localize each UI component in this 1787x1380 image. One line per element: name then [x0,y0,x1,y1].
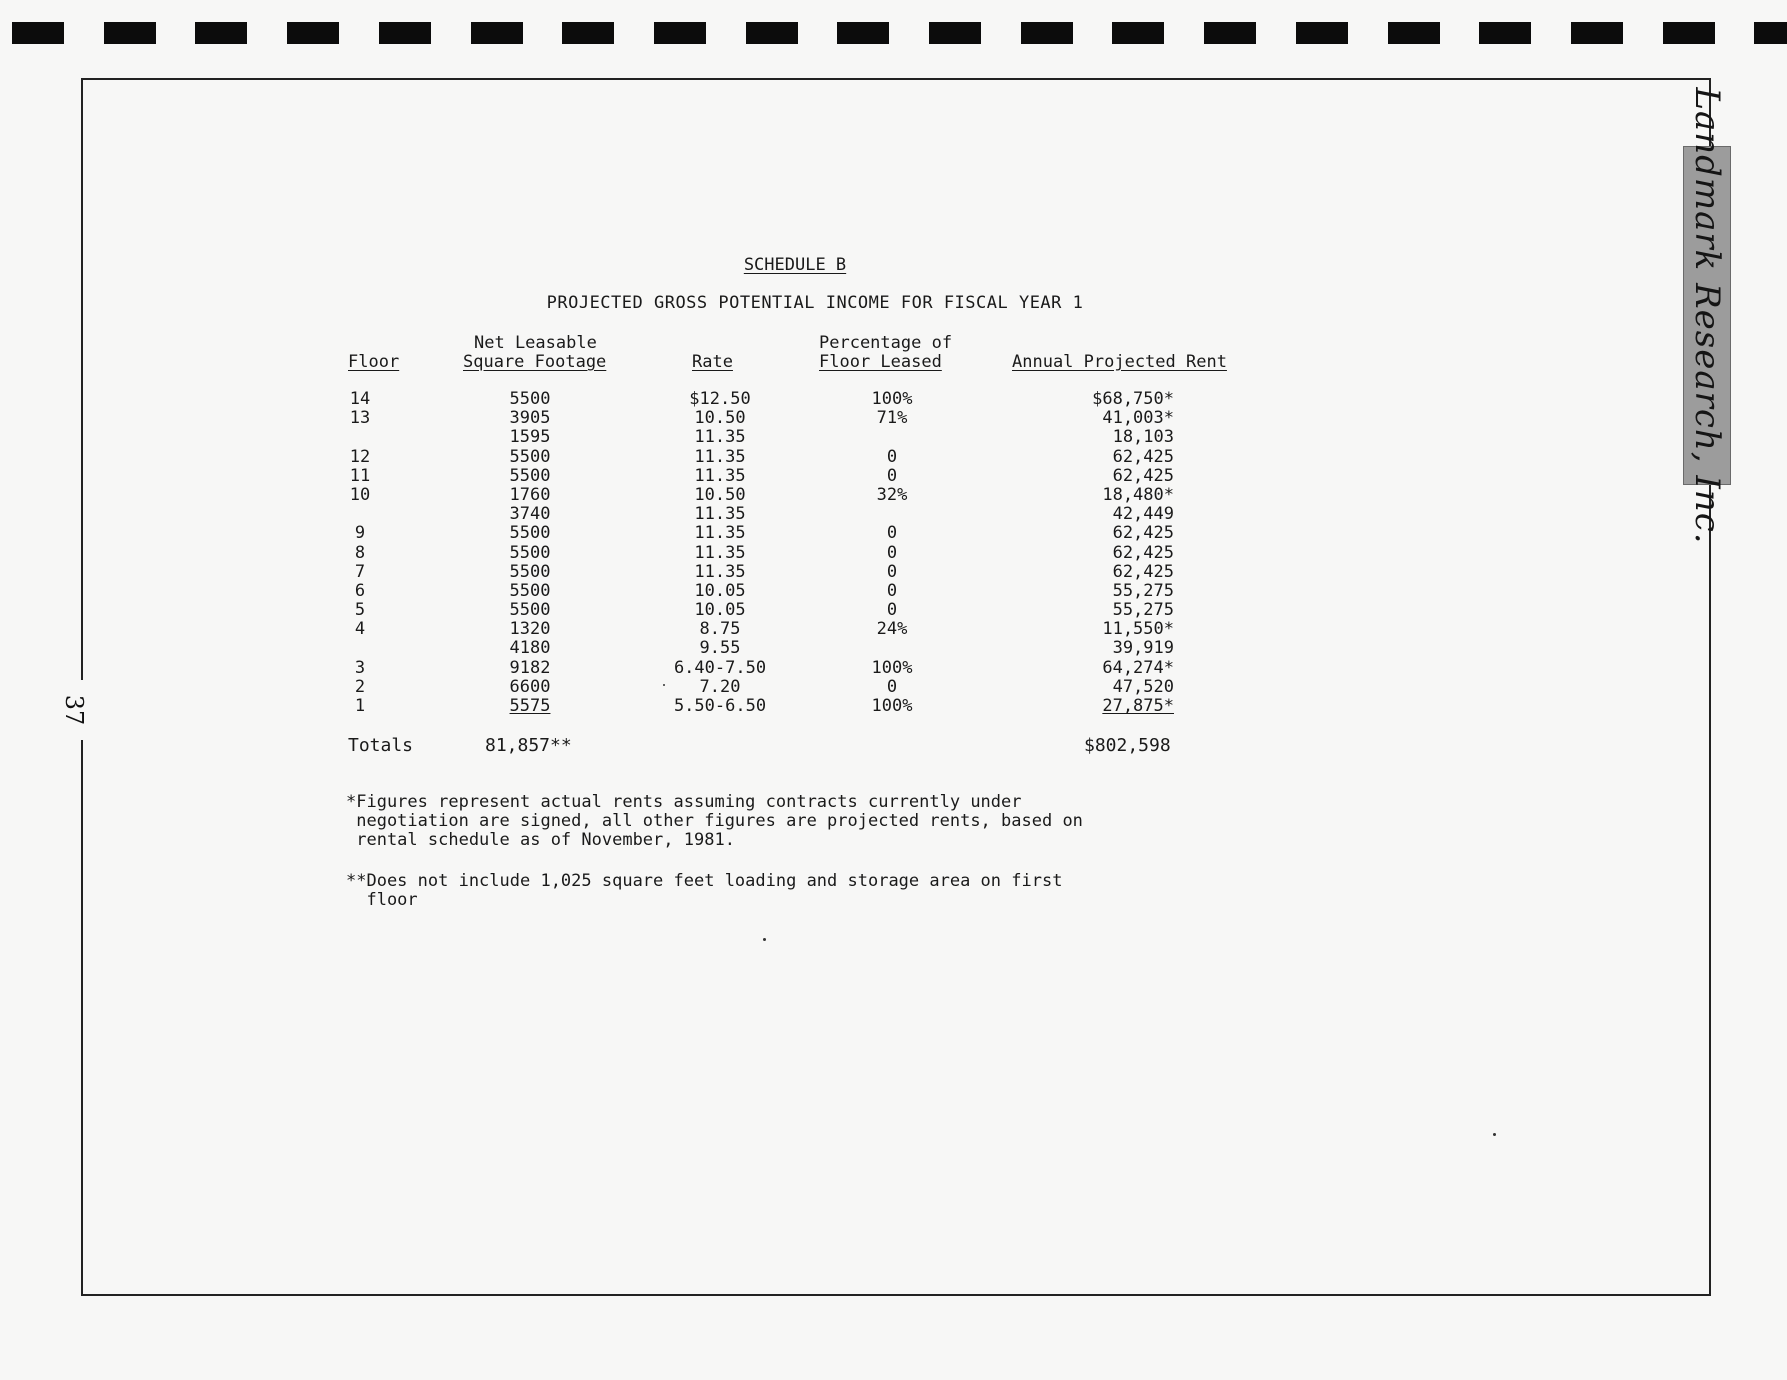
cell-annual-rent: 42,449 [1112,504,1174,525]
cell-annual-rent: 47,520 [1112,676,1174,697]
perforation-mark [195,22,247,44]
table-row [0,563,1787,582]
table-row [0,505,1787,524]
cell-percentage-leased: 0 [886,580,898,601]
cell-annual-rent: 55,275 [1112,580,1174,601]
header-rate: Rate [692,352,733,372]
cell-rate: 11.35 [694,446,746,467]
totals-annual-rent: $802,598 [1084,735,1171,756]
totals-square-footage: 81,857** [485,735,572,756]
table-row [0,582,1787,601]
perforation-mark [1204,22,1256,44]
header-sq-line2: Square Footage [463,352,607,372]
cell-percentage-leased: 0 [886,542,898,563]
header-floor: Floor [348,352,400,372]
header-pct-line2: Floor Leased [819,352,942,372]
perforation-mark [1021,22,1073,44]
perforation-mark [929,22,981,44]
cell-percentage-leased: 0 [886,523,898,544]
perforation-mark [1663,22,1715,44]
cell-percentage-leased: 0 [886,676,898,697]
company-logo-text: Landmark Research, Inc. [1687,86,1727,545]
cell-square-footage: 5500 [509,600,551,621]
perforation-mark [471,22,523,44]
page-number-text: 37 [60,694,88,726]
cell-percentage-leased: 0 [886,600,898,621]
perforation-mark [379,22,431,44]
cell-square-footage: 5500 [509,561,551,582]
cell-rate: 10.05 [694,580,746,601]
header-rent: Annual Projected Rent [1012,352,1227,372]
cell-floor: 14 [349,389,371,409]
cell-annual-rent: 62,425 [1112,561,1174,582]
cell-floor: 5 [354,600,366,621]
header-sq-line1: Net Leasable [474,333,597,353]
cell-annual-rent: 39,919 [1112,638,1174,659]
cell-square-footage: 5500 [509,580,551,601]
cell-annual-rent: 62,425 [1112,542,1174,563]
cell-rate: 11.35 [694,542,746,563]
cell-percentage-leased: 0 [886,446,898,467]
scan-speck [663,684,665,686]
perforation-mark [654,22,706,44]
perforation-mark [1296,22,1348,44]
scan-speck [1493,1133,1496,1136]
cell-rate: 11.35 [694,523,746,544]
cell-rate: 11.35 [694,561,746,582]
cell-rate: 8.75 [699,619,741,640]
cell-floor: 2 [354,676,366,697]
footnote-actual-rents: *Figures represent actual rents assuming contracts currently under negotiation are signed, all other figures are projected rents, based on rental schedule as of November, 1981. [346,792,1083,850]
cell-annual-rent: 64,274* [1102,657,1174,678]
table-row [0,428,1787,447]
cell-percentage-leased: 100% [871,696,913,716]
cell-annual-rent: 55,275 [1112,600,1174,621]
footnote-loading-area: **Does not include 1,025 square feet loading and storage area on first floor [346,871,1063,910]
cell-rate: $12.50 [689,389,751,409]
cell-percentage-leased: 100% [871,657,913,678]
perforation-mark [562,22,614,44]
perforation-mark [837,22,889,44]
cell-floor: 6 [354,580,366,601]
cell-floor: 9 [354,523,366,544]
perforation-mark [746,22,798,44]
cell-annual-rent: 41,003* [1102,408,1174,429]
schedule-title: SCHEDULE B [743,255,847,275]
income-table [0,390,1787,716]
table-row [0,620,1787,639]
cell-square-footage: 5575 [509,696,551,716]
cell-percentage-leased: 32% [876,484,908,505]
table-row [0,467,1787,486]
table-row [0,544,1787,563]
cell-percentage-leased: 0 [886,465,898,486]
table-row [0,448,1787,467]
table-row [0,524,1787,543]
cell-floor: 11 [349,465,371,486]
cell-rate: 9.55 [699,638,741,659]
table-row [0,486,1787,505]
table-row [0,697,1787,716]
cell-rate: 7.20 [699,676,741,697]
cell-percentage-leased: 0 [886,561,898,582]
cell-square-footage: 5500 [509,523,551,544]
cell-rate: 11.35 [694,465,746,486]
cell-square-footage: 4180 [509,638,551,659]
cell-square-footage: 6600 [509,676,551,697]
cell-floor: 12 [349,446,371,467]
cell-annual-rent: 62,425 [1112,465,1174,486]
cell-annual-rent: 11,550* [1102,619,1174,640]
cell-annual-rent: $68,750* [1092,389,1174,409]
table-row [0,659,1787,678]
cell-floor: 3 [354,657,366,678]
table-row [0,639,1787,658]
cell-square-footage: 1760 [509,484,551,505]
cell-floor: 1 [354,696,366,716]
cell-square-footage: 9182 [509,657,551,678]
cell-annual-rent: 18,103 [1112,427,1174,448]
perforation-mark [1479,22,1531,44]
scan-speck [763,938,766,941]
cell-rate: 6.40-7.50 [673,657,767,678]
cell-floor: 7 [354,561,366,582]
cell-annual-rent: 62,425 [1112,523,1174,544]
cell-percentage-leased: 71% [876,408,908,429]
cell-square-footage: 5500 [509,389,551,409]
perforation-mark [104,22,156,44]
cell-square-footage: 3905 [509,408,551,429]
cell-rate: 10.05 [694,600,746,621]
table-row [0,601,1787,620]
perforation-mark [1112,22,1164,44]
cell-rate: 5.50-6.50 [673,696,767,716]
schedule-subtitle: PROJECTED GROSS POTENTIAL INCOME FOR FISCAL YEAR 1 [546,293,1084,313]
perforation-mark [1571,22,1623,44]
cell-annual-rent: 27,875* [1102,696,1174,716]
cell-percentage-leased: 24% [876,619,908,640]
perforation-mark [287,22,339,44]
cell-rate: 10.50 [694,408,746,429]
cell-floor: 8 [354,542,366,563]
cell-rate: 11.35 [694,427,746,448]
cell-square-footage: 1595 [509,427,551,448]
table-row [0,390,1787,409]
totals-label: Totals [348,735,414,756]
cell-annual-rent: 62,425 [1112,446,1174,467]
cell-floor: 10 [349,484,371,505]
perforation-mark [12,22,64,44]
perforation-mark [1754,22,1787,44]
cell-square-footage: 1320 [509,619,551,640]
cell-floor: 13 [349,408,371,429]
cell-square-footage: 5500 [509,465,551,486]
header-pct-line1: Percentage of [819,333,953,353]
perforation-mark [1388,22,1440,44]
cell-rate: 10.50 [694,484,746,505]
cell-square-footage: 5500 [509,446,551,467]
cell-rate: 11.35 [694,504,746,525]
cell-percentage-leased: 100% [871,389,913,409]
cell-square-footage: 3740 [509,504,551,525]
table-row [0,678,1787,697]
cell-floor: 4 [354,619,366,640]
table-row [0,409,1787,428]
cell-square-footage: 5500 [509,542,551,563]
cell-annual-rent: 18,480* [1102,484,1174,505]
